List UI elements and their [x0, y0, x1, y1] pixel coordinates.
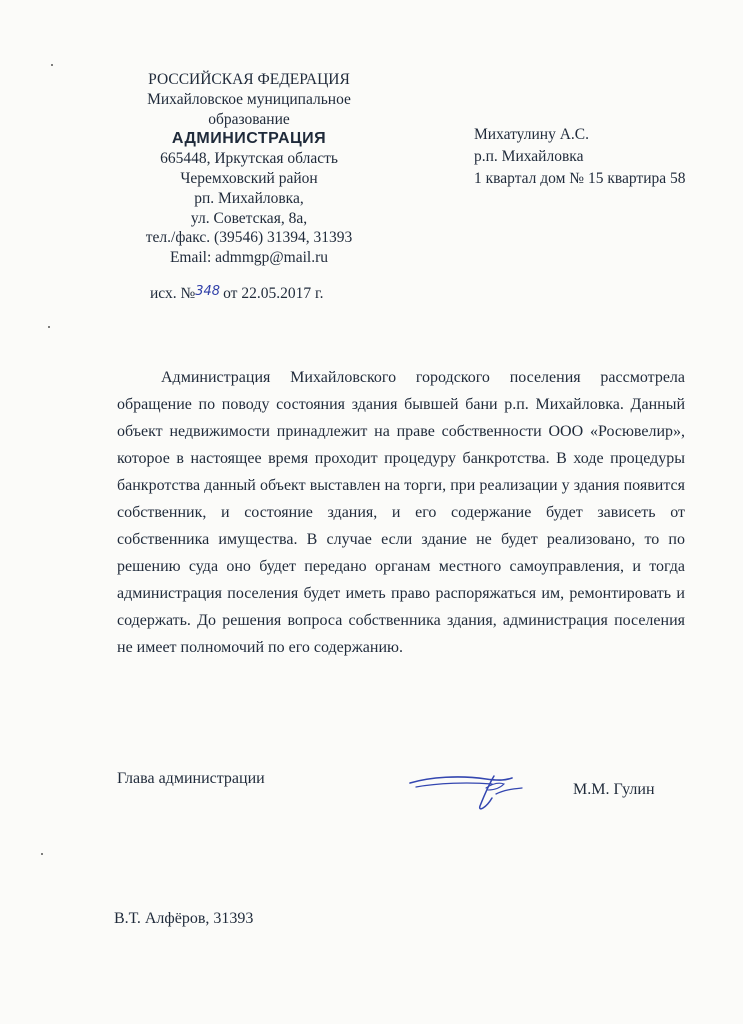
signatory-name: М.М. Гулин [573, 781, 655, 798]
body-paragraph: Администрация Михайловского городского поселения рассмотрела обращение по поводу состояния здания бывшей бани р.п. Михайловка. Данный объект недвижимости принадлежит на праве собственности ООО «Росювелир», которое в настоящее время проходит процедуру банкротства. В ходе процедуры банкротства данный объект выставлен на торги, при реализации у здания появится собственник, и состояние здания, и его содержание будет зависеть от собственника имущества. В случае если здание не будет реализовано, то по решению суда оно будет передано органам местного самоуправления, и тогда администрация поселения будет иметь право распоряжаться им, ремонтировать и содержать. До решения вопроса собственника здания, администрация поселения не имеет полномочий по его содержанию. [117, 369, 685, 656]
letterhead-postal: 665448, Иркутская область [160, 150, 338, 168]
addressee-block [474, 124, 686, 190]
letter-body [117, 364, 685, 661]
letterhead-street: ул. Советская, 8а, [190, 209, 308, 227]
letterhead-settlement: рп. Михайловка, [194, 189, 304, 207]
scan-speck [51, 64, 53, 66]
letterhead-municipality-cont: образование [208, 110, 290, 128]
handwritten-signature-icon [408, 770, 528, 820]
reference-date: от 22.05.2017 г. [223, 285, 324, 302]
addressee-address: 1 квартал дом № 15 квартира 58 [474, 170, 686, 187]
letterhead-municipality: Михайловское муниципальное [147, 90, 351, 108]
addressee-settlement: р.п. Михайловка [474, 148, 584, 165]
signatory-title: Глава администрации [117, 770, 265, 787]
scan-speck [48, 326, 50, 328]
letterhead-email: Email: admmgp@mail.ru [169, 249, 329, 267]
executor-contact: В.Т. Алфёров, 31393 [114, 910, 254, 927]
addressee-name: Михатулину А.С. [474, 126, 589, 143]
letterhead-district: Черемховский район [180, 169, 318, 187]
letterhead-organization: АДМИНИСТРАЦИЯ [171, 130, 327, 148]
letterhead-phone: тел./факс. (39546) 31394, 31393 [145, 229, 353, 247]
reference-number: 348 [195, 284, 221, 299]
letterhead-country: РОССИЙСКАЯ ФЕДЕРАЦИЯ [148, 71, 350, 88]
letterhead [118, 70, 380, 268]
outgoing-reference [150, 285, 323, 303]
scan-speck [41, 853, 43, 855]
reference-prefix: исх. № [150, 285, 196, 302]
